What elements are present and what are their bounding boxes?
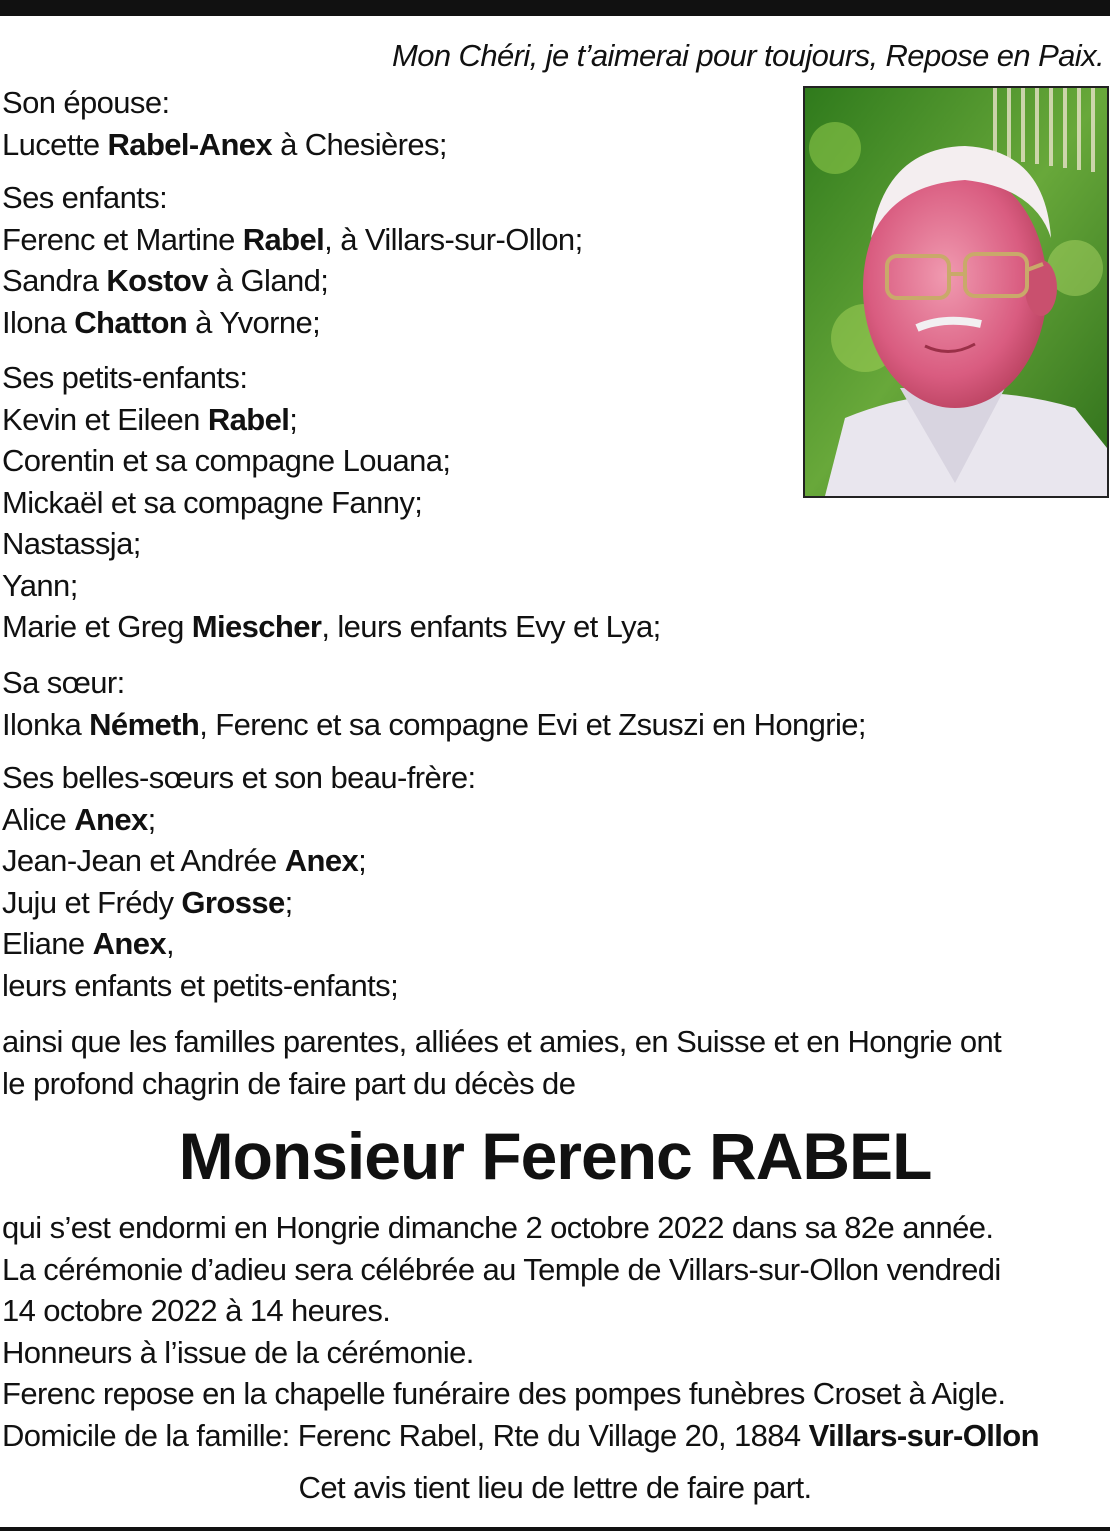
detail-line: Honneurs à l’issue de la cérémonie. [2,1334,474,1370]
mourner-line: Jean-Jean et Andrée Anex; [2,843,367,878]
mourner-line: Lucette Rabel-Anex à Chesières; [2,126,447,162]
mourner-line: Ilonka Németh, Ferenc et sa compagne Evi et Zsuszi en Hongrie; [2,706,866,742]
motto-line: Mon Chéri, je t’aimerai pour toujours, Repose en Paix. [392,38,1104,73]
mourner-line: Eliane Anex, [2,926,175,961]
mourner-line: Ilona Chatton à Yvorne; [2,304,321,340]
intro-line: ainsi que les familles parentes, alliées et amies, en Suisse et en Hongrie ont [2,1024,1002,1059]
mourner-line: leurs enfants et petits-enfants; [2,967,399,1003]
mourner-line: Sandra Kostov à Gland; [2,263,329,298]
group-heading: Son épouse: [2,85,170,120]
mourner-line: Marie et Greg Miescher, leurs enfants Evy et Lya; [2,609,661,644]
mourner-line: Corentin et sa compagne Louana; [2,443,451,478]
detail-line: 14 octobre 2022 à 14 heures. [2,1293,391,1328]
detail-line: La cérémonie d’adieu sera célébrée au Temple de Villars-sur-Ollon vendredi [2,1251,1001,1287]
announcement-intro [2,1021,1001,1104]
ceremony-details [2,1207,1039,1456]
mourner-line: Alice Anex; [2,801,156,837]
mourner-line: Kevin et Eileen Rabel; [2,401,298,437]
detail-line: Domicile de la famille: Ferenc Rabel, Rte du Village 20, 1884 Villars-sur-Ollon [2,1417,1039,1453]
detail-line: Ferenc repose en la chapelle funéraire des pompes funèbres Croset à Aigle. [2,1376,1006,1411]
mourner-line: Nastassja; [2,526,141,561]
top-rule [0,0,1110,16]
closing-note: Cet avis tient lieu de lettre de faire part. [298,1470,812,1505]
mourner-line: Juju et Frédy Grosse; [2,884,293,920]
group-heading: Ses belles-sœurs et son beau-frère: [2,760,476,795]
group-heading: Ses enfants: [2,180,168,215]
children-group [2,177,583,343]
mourner-line: Mickaël et sa compagne Fanny; [2,484,423,520]
mourner-line: Ferenc et Martine Rabel, à Villars-sur-Ollon; [2,221,583,257]
detail-line: qui s’est endormi en Hongrie dimanche 2 octobre 2022 dans sa 82e année. [2,1210,994,1245]
spouse-group [2,82,447,165]
group-heading: Ses petits-enfants: [2,360,248,395]
grandchildren-group [2,357,661,648]
portrait-photo [803,86,1109,498]
bottom-rule [0,1527,1110,1531]
group-heading: Sa sœur: [2,665,125,700]
mourner-line: Yann; [2,567,78,603]
sister-group [2,662,866,745]
in-laws-group [2,757,476,1006]
deceased-name: Monsieur Ferenc RABEL [178,1119,932,1193]
intro-line: le profond chagrin de faire part du décès de [2,1065,576,1101]
